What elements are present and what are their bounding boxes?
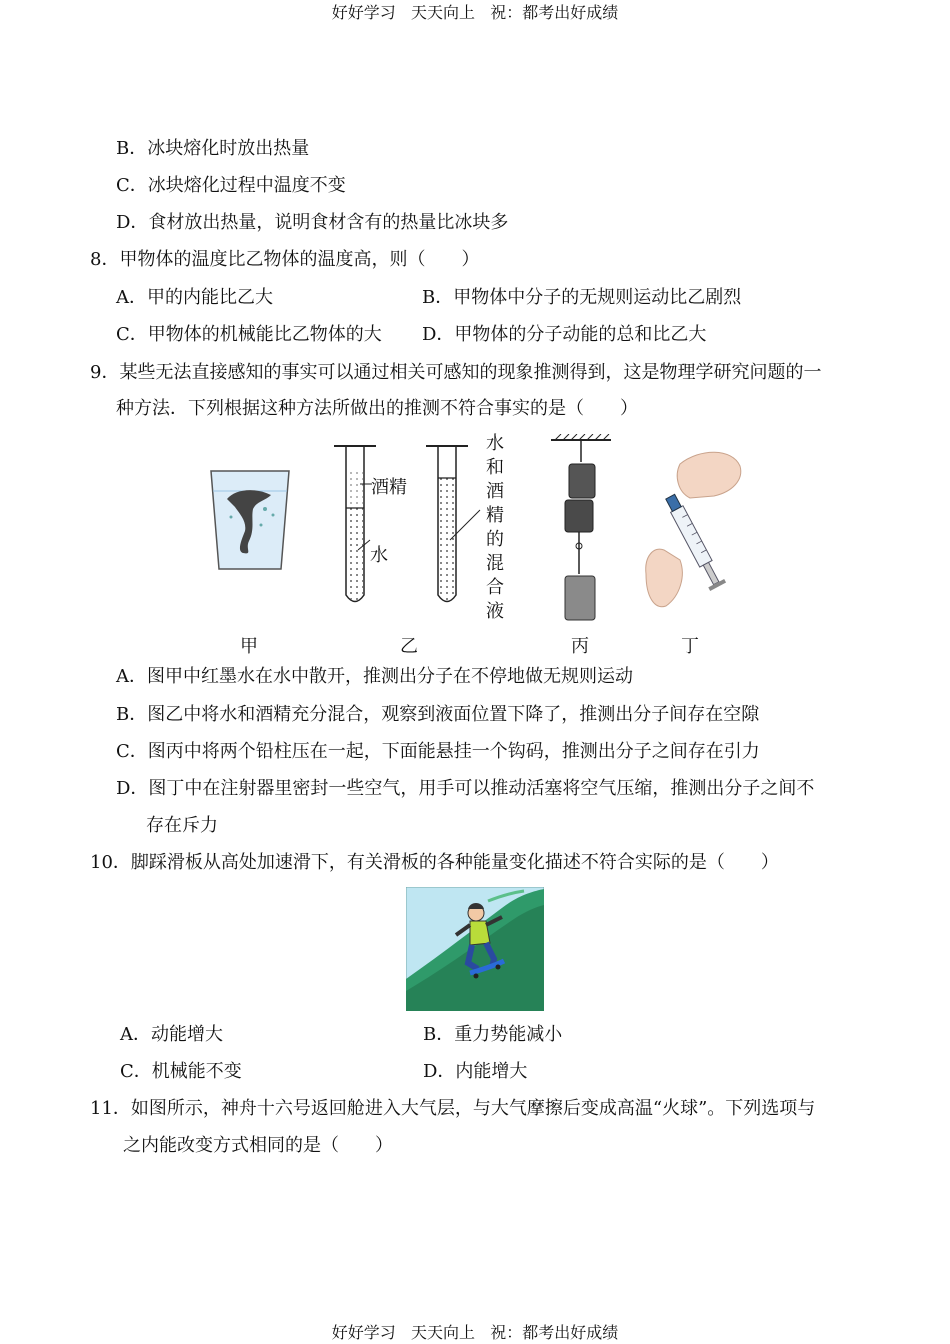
caption-ding: 丁 bbox=[681, 636, 699, 657]
figure-bing-lead-cylinders bbox=[545, 434, 615, 624]
page-header: 好好学习 天天向上 祝：都考出好成绩 bbox=[331, 3, 619, 22]
q10-stem: 10．脚踩滑板从高处加速滑下，有关滑板的各种能量变化描述不符合实际的是（ ） bbox=[90, 852, 779, 873]
q10-option-a: A．动能增大 bbox=[120, 1024, 223, 1045]
page-footer: 好好学习 天天向上 祝：都考出好成绩 bbox=[331, 1323, 619, 1342]
label-alcohol: 酒精 bbox=[371, 477, 407, 498]
q7-option-c: C．冰块熔化过程中温度不变 bbox=[116, 175, 346, 196]
label-water: 水 bbox=[370, 545, 388, 566]
label-mixture-vertical: 水 和 酒 精 的 混 合 液 bbox=[486, 433, 504, 622]
q9-option-d-line1: D．图丁中在注射器里密封一些空气，用手可以推动活塞将空气压缩，推测出分子之间不 bbox=[116, 778, 815, 799]
q10-option-b: B．重力势能减小 bbox=[423, 1024, 563, 1045]
q9-option-c: C．图丙中将两个铅柱压在一起，下面能悬挂一个钩码，推测出分子之间存在引力 bbox=[116, 741, 760, 762]
q10-option-d: D．内能增大 bbox=[423, 1061, 528, 1082]
figure-jia-beaker bbox=[205, 465, 295, 575]
q8-option-b: B．甲物体中分子的无规则运动比乙剧烈 bbox=[422, 287, 742, 308]
q8-option-c: C．甲物体的机械能比乙物体的大 bbox=[116, 324, 382, 345]
q11-stem-line1: 11．如图所示，神舟十六号返回舱进入大气层，与大气摩擦后变成高温“火球”。下列选项与 bbox=[90, 1098, 816, 1119]
q9-option-d-line2: 存在斥力 bbox=[146, 815, 218, 836]
q11-stem-line2: 之内能改变方式相同的是（ ） bbox=[123, 1135, 393, 1156]
q9-option-a: A．图甲中红墨水在水中散开，推测出分子在不停地做无规则运动 bbox=[116, 666, 633, 687]
q9-option-b: B．图乙中将水和酒精充分混合，观察到液面位置下降了，推测出分子间存在空隙 bbox=[116, 704, 760, 725]
figure-ding-syringe bbox=[640, 446, 745, 616]
q10-option-c: C．机械能不变 bbox=[120, 1061, 242, 1082]
caption-jia: 甲 bbox=[240, 636, 258, 657]
caption-yi: 乙 bbox=[400, 636, 418, 657]
q9-stem-line2: 种方法．下列根据这种方法所做出的推测不符合事实的是（ ） bbox=[116, 398, 638, 419]
q8-stem: 8．甲物体的温度比乙物体的温度高，则（ ） bbox=[90, 249, 480, 270]
q8-option-a: A．甲的内能比乙大 bbox=[116, 287, 273, 308]
q8-option-d: D．甲物体的分子动能的总和比乙大 bbox=[422, 324, 707, 345]
q7-option-d: D．食材放出热量，说明食材含有的热量比冰块多 bbox=[116, 212, 509, 233]
q7-option-b: B．冰块熔化时放出热量 bbox=[116, 138, 310, 159]
q9-stem-line1: 9．某些无法直接感知的事实可以通过相关可感知的现象推测得到，这是物理学研究问题的一 bbox=[90, 362, 822, 383]
figure-skateboarder bbox=[406, 887, 544, 1011]
caption-bing: 丙 bbox=[571, 636, 589, 657]
